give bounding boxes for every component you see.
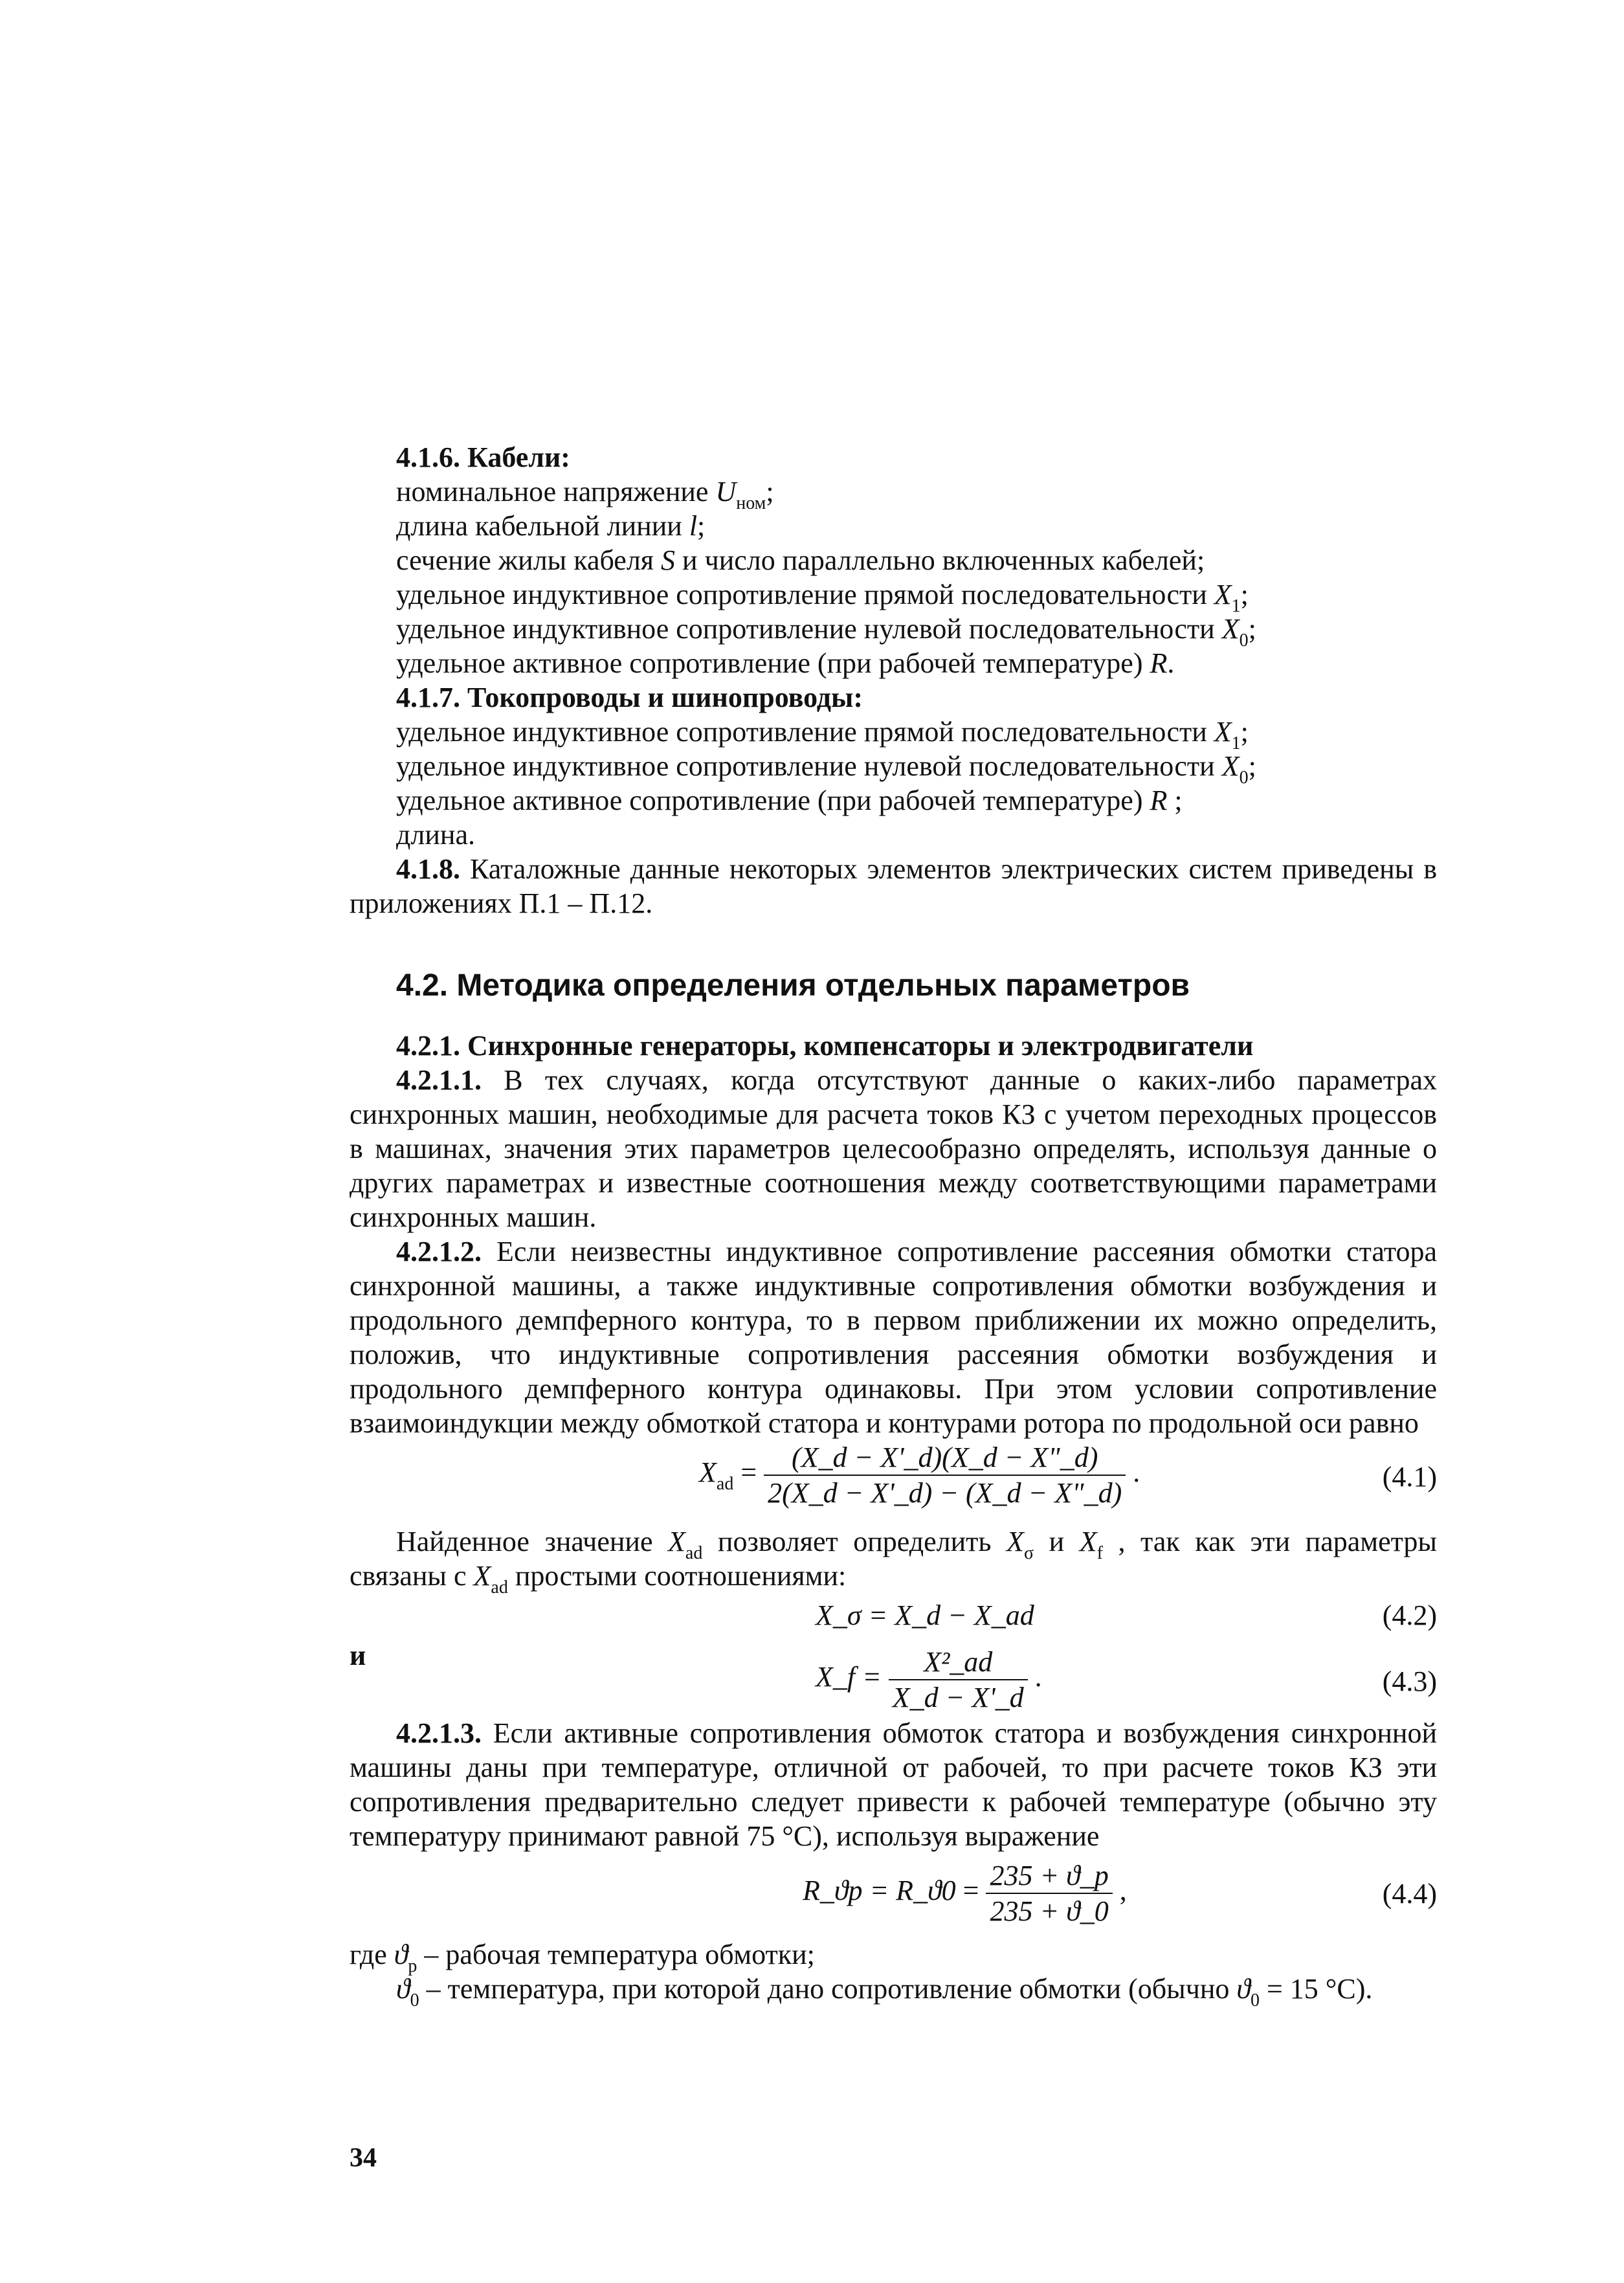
formula-4-3: и X_f = $\frac{\text{X²\_ad}}{X\_d - X'\_d}$ . (4.3): [350, 1640, 1437, 1713]
text-line: удельное индуктивное сопротивление нулевой последовательности $X_0$;: [396, 750, 1256, 788]
paragraph-4-2-1-3: 4.2.1.3. Если активные сопротивления обмоток статора и возбуждения синхронной машины даны при температуре, отличной от рабочей, то при расчете токов КЗ эти сопротивления предварительно следует привести к рабочей температуре (обычно эту температуру принимают равной 75 °С), используя выражение: [350, 1717, 1437, 1852]
fraction: $\frac{(X\_d - X'\_d)(X\_d - X"\_d)}{2(X\_d - X'\_d) - (X\_d - X"\_d)}$: [764, 1440, 1126, 1510]
formula-4-2: X_σ = X_d − X_ad (4.2): [816, 1599, 1437, 1631]
equation-number: (4.2): [1382, 1599, 1437, 1631]
equation-number: (4.1): [1382, 1461, 1437, 1493]
text-line: номинальное напряжение $U_{ном}$;: [396, 476, 774, 513]
text-line: удельное индуктивное сопротивление прямой последовательности $X_1$;: [396, 579, 1249, 616]
text-line: сечение жилы кабеля S и число параллельно включенных кабелей;: [396, 544, 1205, 576]
paragraph-4-2-1-2: 4.2.1.2. Если неизвестны индуктивное сопротивление рассеяния обмотки статора синхронной машины, а также индуктивные сопротивления обмотки возбуждения и продольного демпферного контура, то в первом приближении их можно определить, положив, что индуктивные сопротивления рассеяния обмотки возбуждения и продольного демпферного контура одинаковы. При этом условии сопротивление взаимоиндукции между обмоткой статора и контурами ротора по продольной оси равно: [350, 1236, 1437, 1439]
section-heading-4-1-7: 4.1.7. Токопроводы и шинопроводы:: [396, 682, 863, 713]
equation-number: (4.3): [1382, 1665, 1437, 1697]
paragraph-4-2-1-1: 4.2.1.1. В тех случаях, когда отсутствуют данные о каких-либо параметрах синхронных машин, необходимые для расчета токов КЗ с учетом переходных процессов в машинах, значения этих параметров целесообразно определять, используя данные о других параметрах и известные соотношения между соответствующими параметрами синхронных машин.: [350, 1064, 1437, 1233]
text-line: длина кабельной линии l;: [396, 510, 706, 542]
section-heading-4-1-6: 4.1.6. Кабели:: [396, 441, 570, 473]
page-body: [350, 440, 1437, 2010]
equation-number: (4.4): [1382, 1878, 1437, 1910]
text-line: удельное индуктивное сопротивление нулевой последовательности $X_0$;: [396, 613, 1256, 651]
section-title-4-2: 4.2. Методика определения отдельных параметров: [396, 968, 1190, 1003]
fraction: $\frac{235 + ϑ\_p}{235 + ϑ\_0}$: [986, 1858, 1112, 1928]
formula-4-4: R_ϑp = R_ϑ0 = $\frac{235 + ϑ\_p}{235 + ϑ\_0}$ , (4.4): [803, 1860, 1437, 1927]
text-line: удельное активное сопротивление (при рабочей температуре) R.: [396, 647, 1175, 679]
fraction: $\frac{\text{X²\_ad}}{X\_d - X'\_d}$: [889, 1645, 1028, 1715]
text-line: удельное индуктивное сопротивление прямой последовательности $X_1$;: [396, 716, 1249, 753]
section-heading-4-2-1: 4.2.1. Синхронные генераторы, компенсаторы и электродвигатели: [396, 1030, 1254, 1062]
text-line: удельное активное сопротивление (при рабочей температуре) R ;: [396, 785, 1183, 816]
formula-4-1: $X_{ad}$ = $\frac{(X\_d - X'\_d)(X\_d - X"\_d)}{2(X\_d - X'\_d) - (X\_d - X"\_d)}$ . (4.1): [699, 1442, 1437, 1509]
where-line-2: $ϑ_0$ – температура, при которой дано сопротивление обмотки (обычно $ϑ_0 = 15$ °С).: [396, 1973, 1373, 2010]
text-line: длина.: [396, 819, 475, 851]
page-number: 34: [350, 2143, 377, 2173]
paragraph-4-1-8: 4.1.8. Каталожные данные некоторых элементов электрических систем приведены в приложениях П.1 – П.12.: [350, 853, 1437, 919]
where-line-1: где $ϑ_p$ – рабочая температура обмотки;: [350, 1939, 815, 1976]
conjunction-and: и: [350, 1640, 366, 1671]
paragraph-found-value: Найденное значение $X_{ad}$ позволяет определить $X_\sigma$ и $X_f$ , так как эти параметры связаны с $X_{ad}$ простыми соотношениями:: [350, 1526, 1437, 1598]
